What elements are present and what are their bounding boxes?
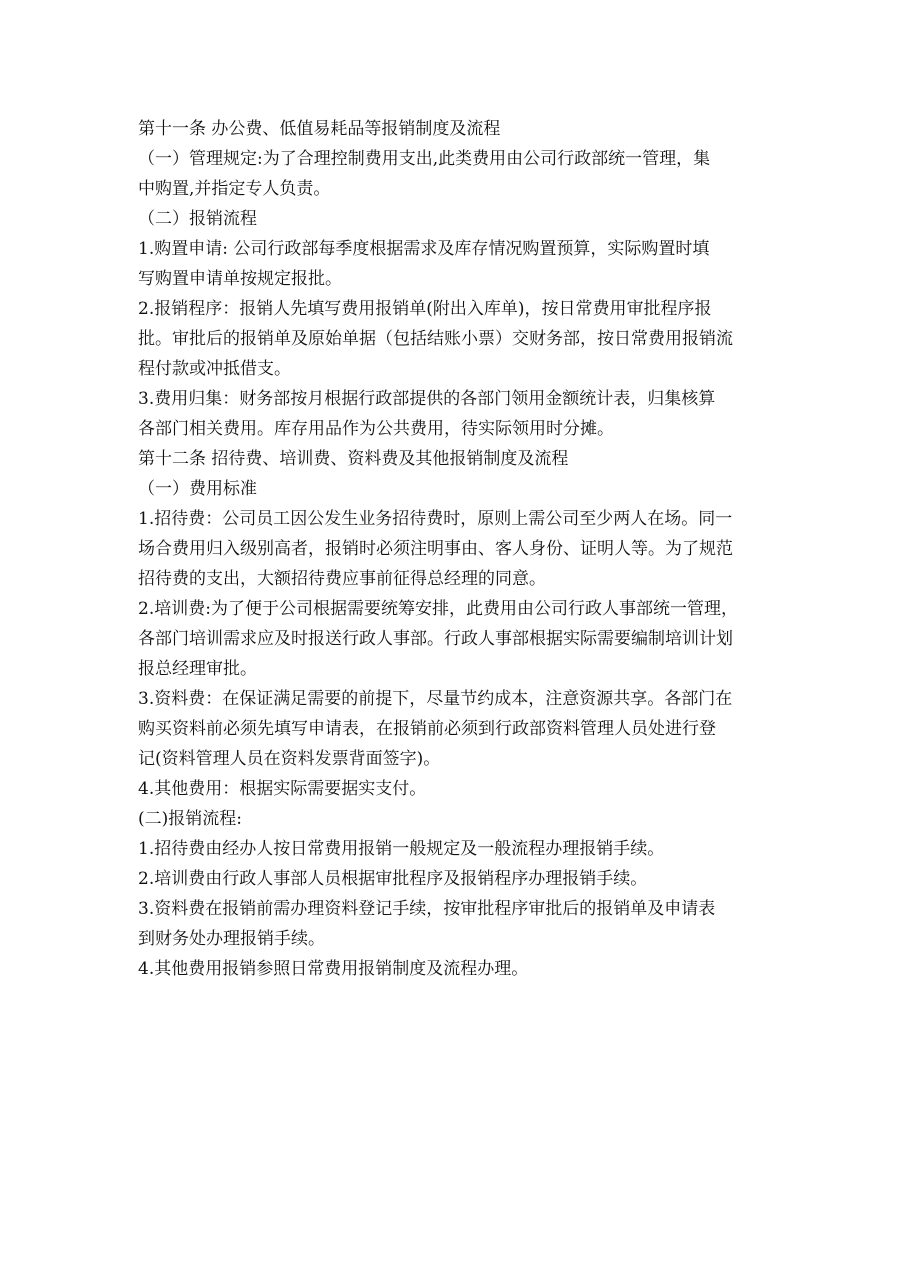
paragraph-line: 1.购置申请: 公司行政部每季度根据需求及库存情况购置预算，实际购置时填 [138,239,710,259]
paragraph-line: 3.资料费：在保证满足需要的前提下，尽量节约成本，注意资源共享。各部门在 [138,689,733,709]
paragraph-line: 2.培训费:为了便于公司根据需要统筹安排，此费用由公司行政人事部统一管理， [138,599,738,619]
document-body [138,114,774,984]
article-heading: 第十二条 招待费、培训费、资料费及其他报销制度及流程 [138,449,569,469]
section-heading: （一）费用标准 [138,479,257,499]
section-heading: （二）报销流程 [138,209,257,229]
paragraph-line: 场合费用归入级别高者，报销时必须注明事由、客人身份、证明人等。为了规范 [138,539,733,559]
paragraph-line: 程付款或冲抵借支。 [138,359,291,379]
paragraph-line: 4.其他费用报销参照日常费用报销制度及流程办理。 [138,959,529,979]
paragraph-line: 招待费的支出，大额招待费应事前征得总经理的同意。 [138,569,546,589]
paragraph-line: 1.招待费由经办人按日常费用报销一般规定及一般流程办理报销手续。 [138,839,665,859]
paragraph-line: 写购置申请单按规定报批。 [138,269,342,289]
paragraph-line: 购买资料前必须先填写申请表，在报销前必须到行政部资料管理人员处进行登 [138,719,716,739]
article-heading: 第十一条 办公费、低值易耗品等报销制度及流程 [138,119,501,139]
paragraph-line: 4.其他费用：根据实际需要据实支付。 [138,779,427,799]
paragraph-line: 3.资料费在报销前需办理资料登记手续，按审批程序审批后的报销单及申请表 [138,899,716,919]
paragraph-line: 2.培训费由行政人事部人员根据审批程序及报销程序办理报销手续。 [138,869,648,889]
section-heading: (二)报销流程: [138,809,242,829]
paragraph-line: 3.费用归集：财务部按月根据行政部提供的各部门领用金额统计表，归集核算 [138,389,716,409]
paragraph-line: 2.报销程序：报销人先填写费用报销单(附出入库单)，按日常费用审批程序报 [138,299,712,319]
paragraph-line: 批。审批后的报销单及原始单据（包括结账小票）交财务部，按日常费用报销流 [138,329,733,349]
paragraph-line: 中购置,并指定专人负责。 [138,179,331,199]
paragraph-line: 报总经理审批。 [138,659,257,679]
paragraph-line: 各部门培训需求应及时报送行政人事部。行政人事部根据实际需要编制培训计划 [138,629,733,649]
paragraph-line: 各部门相关费用。库存用品作为公共费用，待实际领用时分摊。 [138,419,614,439]
paragraph-line: 到财务处办理报销手续。 [138,929,325,949]
paragraph-line: 记(资料管理人员在资料发票背面签字)。 [138,749,441,769]
paragraph-line: （一）管理规定:为了合理控制费用支出,此类费用由公司行政部统一管理，集 [138,149,711,169]
paragraph-line: 1.招待费：公司员工因公发生业务招待费时，原则上需公司至少两人在场。同一 [138,509,733,529]
